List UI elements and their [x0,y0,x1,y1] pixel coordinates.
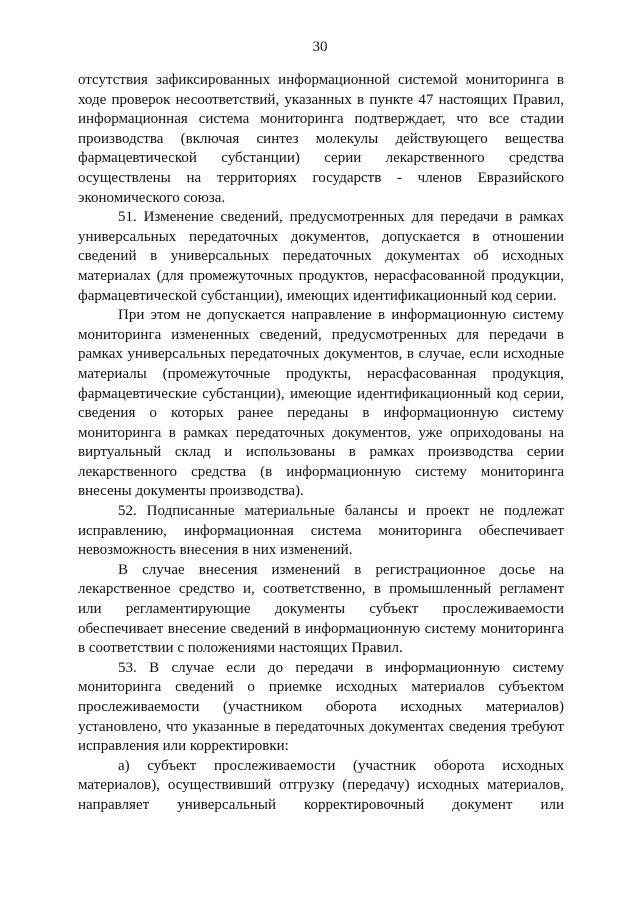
page-number: 30 [312,39,328,55]
paragraph-item-51: 51. Изменение сведений, предусмотренных для передачи в рамках универсальных передаточных документов, допускается в отношении сведений в универсальных передаточных документах об исходных материалах (для промежуточных продуктов, нерасфасованной продукции, фармацевтической субстанции), имеющих идентификационный код серии. [78,209,564,304]
paragraph-continuation: отсутствия зафиксированных информационной системой мониторинга в ходе проверок несоответствий, указанных в пункте 47 настоящих Правил, информационная система мониторинга подтверждает, что все стадии производства (включая синтез молекулы действующего вещества фармацевтической субстанции) серии лекарственного средства осуществлены на территориях государств - членов Евразийского экономического союза. [78,72,564,206]
paragraph-item-52: 52. Подписанные материальные балансы и проект не подлежат исправлению, информационная система мониторинга обеспечивает невозможность внесения в них изменений. [78,503,564,559]
paragraph-subitem-a: а) субъект прослеживаемости (участник оборота исходных материалов), осуществивший отгрузку (передачу) исходных материалов, направляет универсальный корректировочный документ или [78,757,564,813]
paragraph-item-52-continued: В случае внесения изменений в регистрационное досье на лекарственное средство и, соответственно, в промышленный регламент или регламентирующие документы субъект прослеживаемости обеспечивает внесение сведений в информационную систему мониторинга в соответствии с положениями настоящих Правил. [78,561,564,657]
document-body [78,71,564,816]
paragraph-item-51-continued: При этом не допускается направление в информационную систему мониторинга измененных сведений, предусмотренных для передачи в рамках универсальных передаточных документов, в случае, если исходные материалы (промежуточные продукты, нерасфасованная продукция, фармацевтические субстанции), имеющие идентификационный код серии, сведения о которых ранее переданы в информационную систему мониторинга в рамках передаточных документов, уже оприходованы на виртуальный склад и использованы в рамках производства серии лекарственного средства (в информационную систему мониторинга внесены документы производства). [78,307,564,500]
paragraph-item-53: 53. В случае если до передачи в информационную систему мониторинга сведений о приемке исходных материалов субъектом прослеживаемости (участником оборота исходных материалов) установлено, что указанные в передаточных документах сведения требуют исправления или корректировки: [78,659,564,755]
